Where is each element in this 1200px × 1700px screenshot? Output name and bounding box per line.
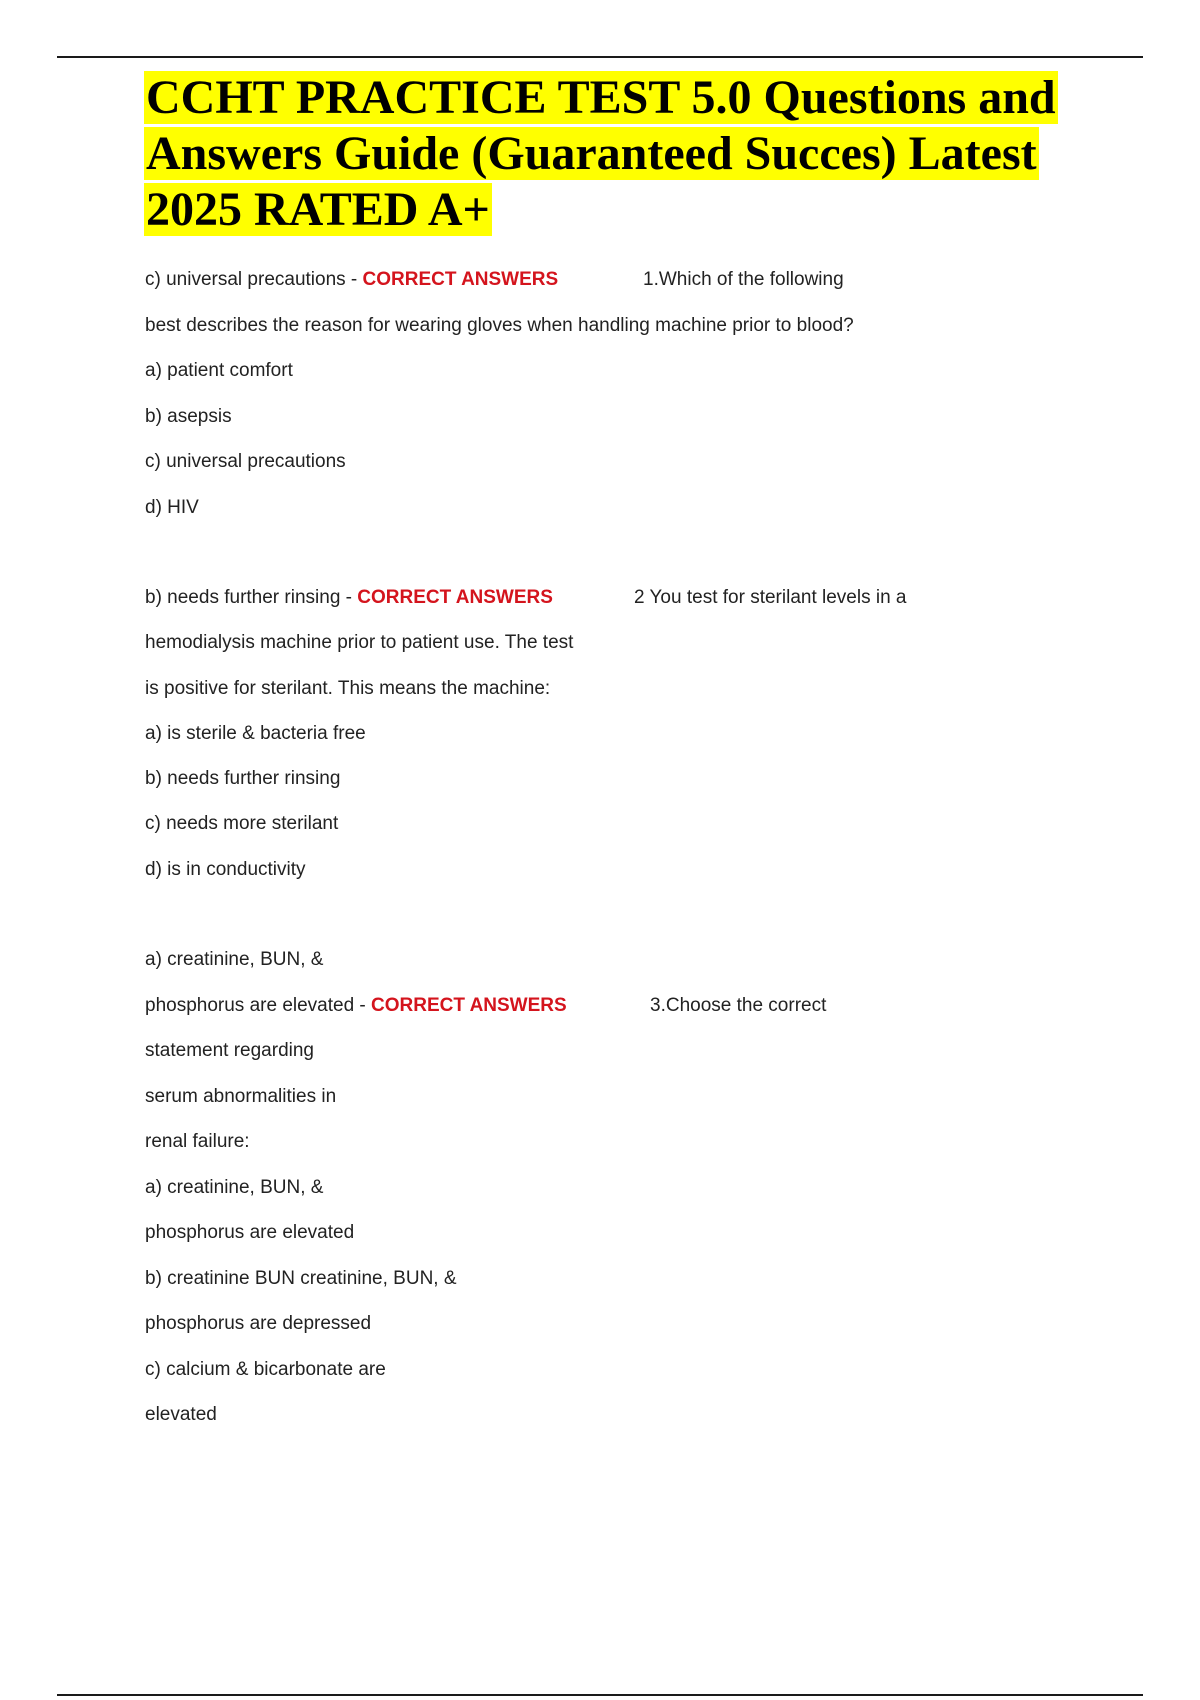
q1-correct-answers-label: CORRECT ANSWERS bbox=[362, 269, 559, 290]
q3-option-a-1: a) creatinine, BUN, & bbox=[145, 1177, 324, 1198]
document-title bbox=[144, 70, 1104, 238]
q3-option-c-2: elevated bbox=[145, 1404, 217, 1425]
q1-option-c: c) universal precautions bbox=[145, 451, 346, 472]
q3-separator: - bbox=[354, 995, 372, 1016]
q1-separator: - bbox=[345, 269, 363, 290]
title-highlight: CCHT PRACTICE TEST 5.0 Questions and Answers Guide (Guaranteed Succes) Latest 2025 RATED A+ bbox=[146, 71, 1056, 236]
q3-correct-answers-label: CORRECT ANSWERS bbox=[371, 995, 567, 1016]
q2-answer-line bbox=[145, 586, 907, 610]
q2-option-b: b) needs further rinsing bbox=[145, 768, 341, 789]
q3-option-c-1: c) calcium & bicarbonate are bbox=[145, 1359, 386, 1380]
q1-option-a: a) patient comfort bbox=[145, 360, 293, 381]
q3-option-b-1: b) creatinine BUN creatinine, BUN, & bbox=[145, 1268, 457, 1289]
q3-answer: phosphorus are elevated bbox=[145, 995, 355, 1016]
q3-answer-line-2 bbox=[145, 994, 827, 1018]
q2-answer: b) needs further rinsing bbox=[145, 587, 341, 608]
q1-question-start: 1.Which of the following bbox=[643, 269, 844, 290]
q3-option-b-2: phosphorus are depressed bbox=[145, 1313, 372, 1334]
q3-question-cont-3: renal failure: bbox=[145, 1131, 250, 1152]
q2-question-start: 2 You test for sterilant levels in a bbox=[634, 587, 907, 608]
q1-answer-line bbox=[145, 268, 844, 292]
q1-option-d: d) HIV bbox=[145, 497, 199, 518]
q3-question-cont-2: serum abnormalities in bbox=[145, 1086, 337, 1107]
q2-question-cont-1: hemodialysis machine prior to patient use. The test bbox=[145, 632, 574, 653]
q3-answer-line-1: a) creatinine, BUN, & bbox=[145, 949, 324, 970]
q2-question-cont-2: is positive for sterilant. This means the machine: bbox=[145, 678, 551, 699]
q2-correct-answers-label: CORRECT ANSWERS bbox=[357, 587, 553, 608]
q1-answer: c) universal precautions bbox=[145, 269, 346, 290]
q2-option-c: c) needs more sterilant bbox=[145, 813, 339, 834]
q3-question-start: 3.Choose the correct bbox=[650, 995, 827, 1016]
bottom-rule bbox=[57, 1694, 1143, 1696]
q2-separator: - bbox=[340, 587, 358, 608]
q3-option-a-2: phosphorus are elevated bbox=[145, 1222, 355, 1243]
q1-option-b: b) asepsis bbox=[145, 406, 232, 427]
top-rule bbox=[57, 56, 1143, 58]
q2-option-a: a) is sterile & bacteria free bbox=[145, 723, 366, 744]
q2-option-d: d) is in conductivity bbox=[145, 859, 306, 880]
q3-question-cont-1: statement regarding bbox=[145, 1040, 314, 1061]
q1-question-cont-1: best describes the reason for wearing gloves when handling machine prior to blood? bbox=[145, 315, 854, 336]
